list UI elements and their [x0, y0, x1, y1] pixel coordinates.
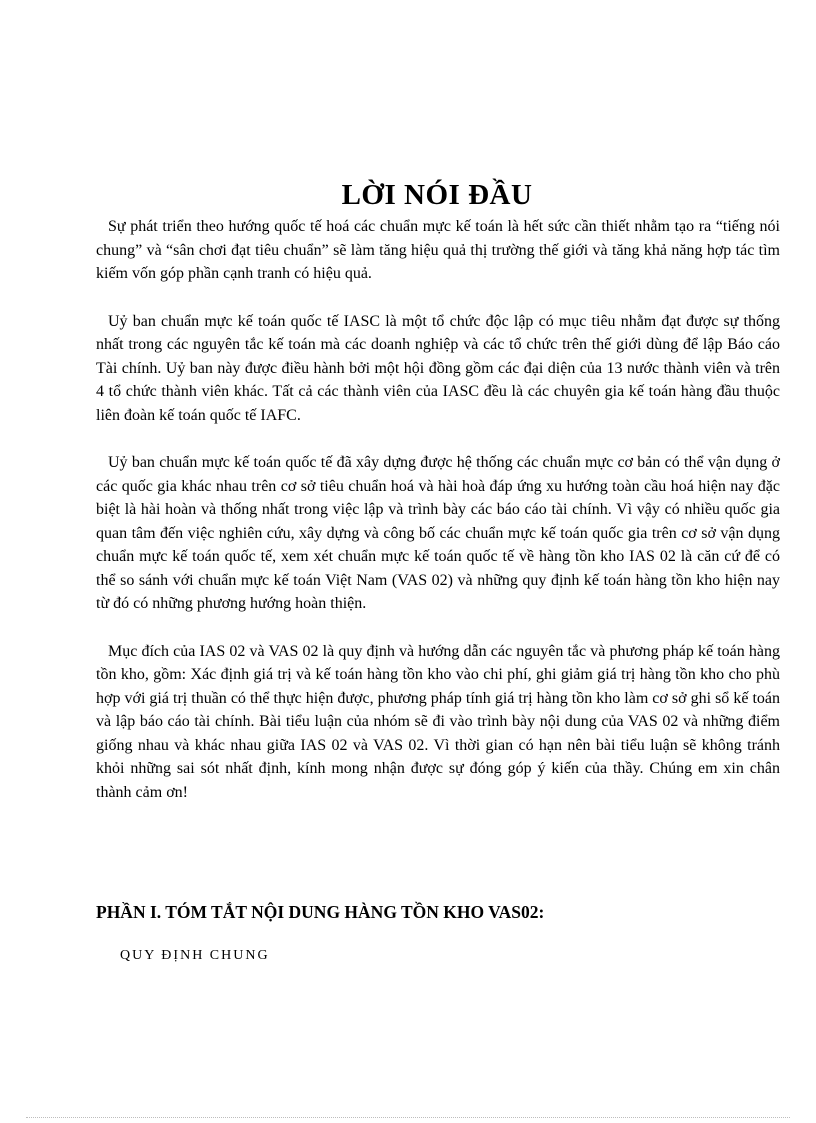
paragraph: Mục đích của IAS 02 và VAS 02 là quy định và hướng dẫn các nguyên tắc và phương pháp kế toán hàng tồn kho, gồm: Xác định giá trị và kế toán hàng tồn kho vào chi phí, ghi giảm giá trị hàng tồn kho cho phù hợp với giá trị thuần có thể thực hiện được, phương pháp tính giá trị hàng tồn kho làm cơ sở ghi sổ kế toán và lập báo cáo tài chính. Bài tiểu luận của nhóm sẽ đi vào trình bày nội dung của VAS 02 và những điểm giống nhau và khác nhau giữa IAS 02 và VAS 02. Vì thời gian có hạn nên bài tiểu luận sẽ không tránh khỏi những sai sót nhất định, kính mong nhận được sự đóng góp ý kiến của thầy. Chúng em xin chân thành cảm ơn! — [96, 642, 780, 801]
sub-heading: QUY ĐỊNH CHUNG — [120, 948, 270, 963]
page-title: LỜI NÓI ĐẦU — [341, 179, 533, 212]
page-divider — [26, 1117, 790, 1118]
paragraph: Uỷ ban chuẩn mực kế toán quốc tế IASC là một tổ chức độc lập có mục tiêu nhằm đạt được sự thống nhất trong các nguyên tắc kế toán mà các doanh nghiệp và các tổ chức trên thế giới dùng để lập Báo cáo Tài chính. Uỷ ban này được điều hành bởi một hội đồng gồm các đại diện của 13 nước thành viên và trên 4 tổ chức thành viên khác. Tất cả các thành viên của IASC đều là các chuyên gia kế toán hàng đầu thuộc liên đoàn kế toán quốc tế IAFC. — [96, 312, 780, 424]
paragraph: Uỷ ban chuẩn mực kế toán quốc tế đã xây dựng được hệ thống các chuẩn mực cơ bản có thể vận dụng ở các quốc gia khác nhau trên cơ sở tiêu chuẩn hoá và hài hoà đáp ứng xu hướng toàn cầu hoá hiện nay đặc biệt là hài hoàn và thống nhất trong việc lập và trình bày các báo cáo tài chính. Vì vậy có nhiều quốc gia quan tâm đến việc nghiên cứu, xây dựng và công bố các chuẩn mực kế toán quốc gia trên cơ sở vận dụng chuẩn mực kế toán quốc tế, xem xét chuẩn mực kế toán quốc tế về hàng tồn kho IAS 02 là căn cứ để có thể so sánh với chuẩn mực kế toán Việt Nam (VAS 02) và những quy định kế toán hàng tồn kho hiện nay từ đó có những phương hướng hoàn thiện. — [96, 454, 780, 612]
section-heading: PHẦN I. TÓM TẮT NỘI DUNG HÀNG TỒN KHO VAS02: — [96, 902, 545, 922]
paragraph: Sự phát triển theo hướng quốc tế hoá các chuẩn mực kế toán là hết sức cần thiết nhằm tạo ra “tiếng nói chung” và “sân chơi đạt tiêu chuẩn” sẽ làm tăng hiệu quả thị trường thế giới và tăng khả năng hợp tác tìm kiếm vốn góp phần cạnh tranh có hiệu quả. — [96, 218, 780, 282]
body-text — [96, 215, 780, 828]
